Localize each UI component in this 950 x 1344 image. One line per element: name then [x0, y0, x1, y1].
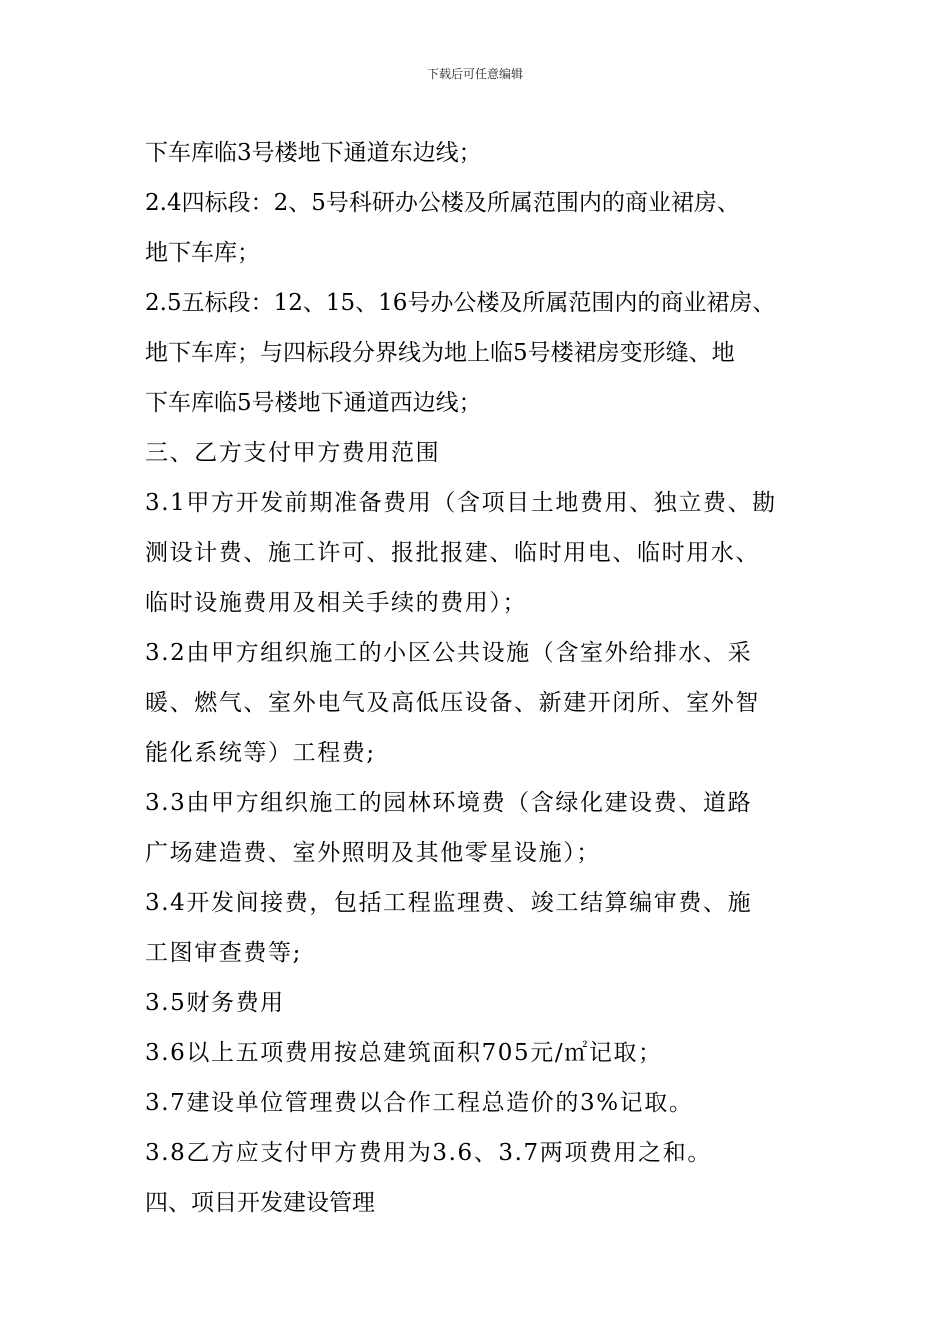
text-line: 3.7建设单位管理费以合作工程总造价的3%记取。 — [145, 1090, 694, 1116]
text-line: 工图审查费等; — [145, 940, 302, 966]
text-line: 3.4开发间接费，包括工程监理费、竣工结算编审费、施 — [145, 890, 753, 916]
text-line: 暖、燃气、室外电气及高低压设备、新建开闭所、室外智 — [145, 690, 760, 716]
section-heading: 三、乙方支付甲方费用范围 — [145, 440, 441, 466]
text-line: 3.3由甲方组织施工的园林环境费（含绿化建设费、道路 — [145, 790, 753, 816]
text-line: 广场建造费、室外照明及其他零星设施）； — [145, 840, 601, 866]
text-line: 2.5五标段：12、15、16号办公楼及所属范围内的商业裙房、 — [145, 290, 776, 316]
text-line: 2.4四标段：2、5号科研办公楼及所属范围内的商业裙房、 — [145, 190, 740, 216]
text-line: 3.1甲方开发前期准备费用（含项目土地费用、独立费、勘 — [145, 490, 777, 516]
text-line: 地下车库；与四标段分界线为地上临5号楼裙房变形缝、地 — [145, 340, 735, 366]
text-line: 能化系统等）工程费; — [145, 740, 376, 766]
text-line: 临时设施费用及相关手续的费用）； — [145, 590, 528, 616]
text-line: 地下车库； — [145, 240, 260, 266]
text-line: 下车库临5号楼地下通道西边线； — [145, 390, 482, 416]
text-line: 测设计费、施工许可、报批报建、临时用电、临时用水、 — [145, 540, 760, 566]
text-line: 下车库临3号楼地下通道东边线； — [145, 140, 482, 166]
section-heading: 四、项目开发建设管理 — [145, 1190, 375, 1216]
document-body — [145, 128, 845, 1228]
text-line: 3.6以上五项费用按总建筑面积705元/㎡记取； — [145, 1040, 663, 1066]
page-header: 下载后可任意编辑 — [426, 67, 523, 81]
text-line: 3.8乙方应支付甲方费用为3.6、3.7两项费用之和。 — [145, 1140, 712, 1166]
text-line: 3.5财务费用 — [145, 990, 285, 1016]
text-line: 3.2由甲方组织施工的小区公共设施（含室外给排水、采 — [145, 640, 753, 666]
